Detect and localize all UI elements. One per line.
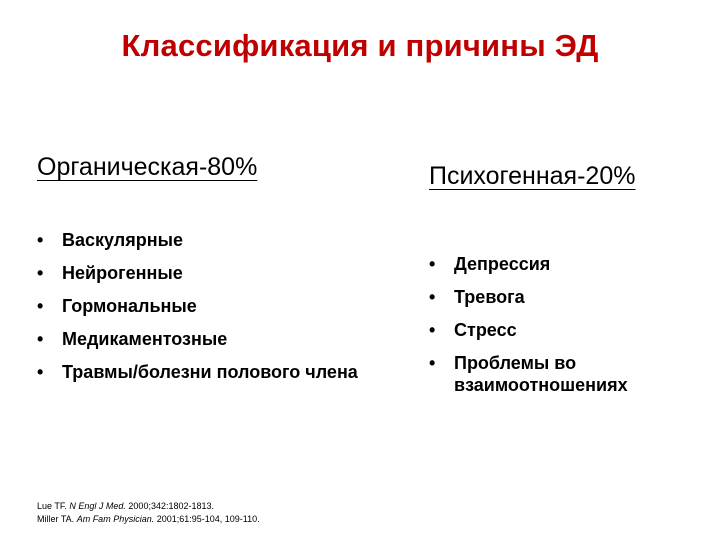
bullet-icon: • bbox=[37, 329, 44, 349]
list-item bbox=[37, 295, 377, 317]
list-item bbox=[37, 328, 377, 350]
bullet-icon: • bbox=[37, 230, 44, 250]
list-item-label: Васкулярные bbox=[62, 230, 183, 250]
list-item bbox=[429, 319, 709, 341]
reference-citation: 2000;342:1802-1813. bbox=[128, 501, 215, 511]
list-item-label: Гормональные bbox=[62, 296, 197, 316]
reference-authors: Lue TF. bbox=[37, 501, 67, 511]
reference-line bbox=[37, 513, 260, 526]
bullet-icon: • bbox=[429, 320, 436, 340]
slide-title: Классификация и причины ЭД bbox=[121, 28, 599, 63]
list-item bbox=[429, 352, 709, 396]
psychogenic-heading: Психогенная-20% bbox=[429, 162, 636, 190]
reference-line bbox=[37, 500, 260, 513]
reference-journal: N Engl J Med. bbox=[69, 501, 126, 511]
list-item-label: Депрессия bbox=[454, 254, 551, 274]
reference-journal: Am Fam Physician. bbox=[76, 514, 155, 524]
list-item-label: Тревога bbox=[454, 287, 525, 307]
list-item-label: Медикаментозные bbox=[62, 329, 228, 349]
bullet-icon: • bbox=[429, 353, 436, 373]
references bbox=[37, 500, 260, 526]
bullet-icon: • bbox=[37, 296, 44, 316]
list-item bbox=[37, 361, 377, 383]
psychogenic-causes-list bbox=[429, 253, 709, 407]
list-item bbox=[429, 286, 709, 308]
bullet-icon: • bbox=[37, 263, 44, 283]
organic-causes-list bbox=[37, 229, 377, 394]
bullet-icon: • bbox=[429, 287, 436, 307]
list-item-label: Стресс bbox=[454, 320, 517, 340]
reference-citation: 2001;61:95-104, 109-110. bbox=[156, 514, 260, 524]
list-item-label: Травмы/болезни полового члена bbox=[62, 362, 358, 382]
list-item bbox=[37, 229, 377, 251]
list-item bbox=[429, 253, 709, 275]
organic-heading: Органическая-80% bbox=[37, 153, 258, 181]
bullet-icon: • bbox=[37, 362, 44, 382]
list-item bbox=[37, 262, 377, 284]
bullet-icon: • bbox=[429, 254, 436, 274]
reference-authors: Miller TA. bbox=[37, 514, 75, 524]
list-item-label: Проблемы во взаимоотношениях bbox=[454, 353, 628, 395]
list-item-label: Нейрогенные bbox=[62, 263, 183, 283]
